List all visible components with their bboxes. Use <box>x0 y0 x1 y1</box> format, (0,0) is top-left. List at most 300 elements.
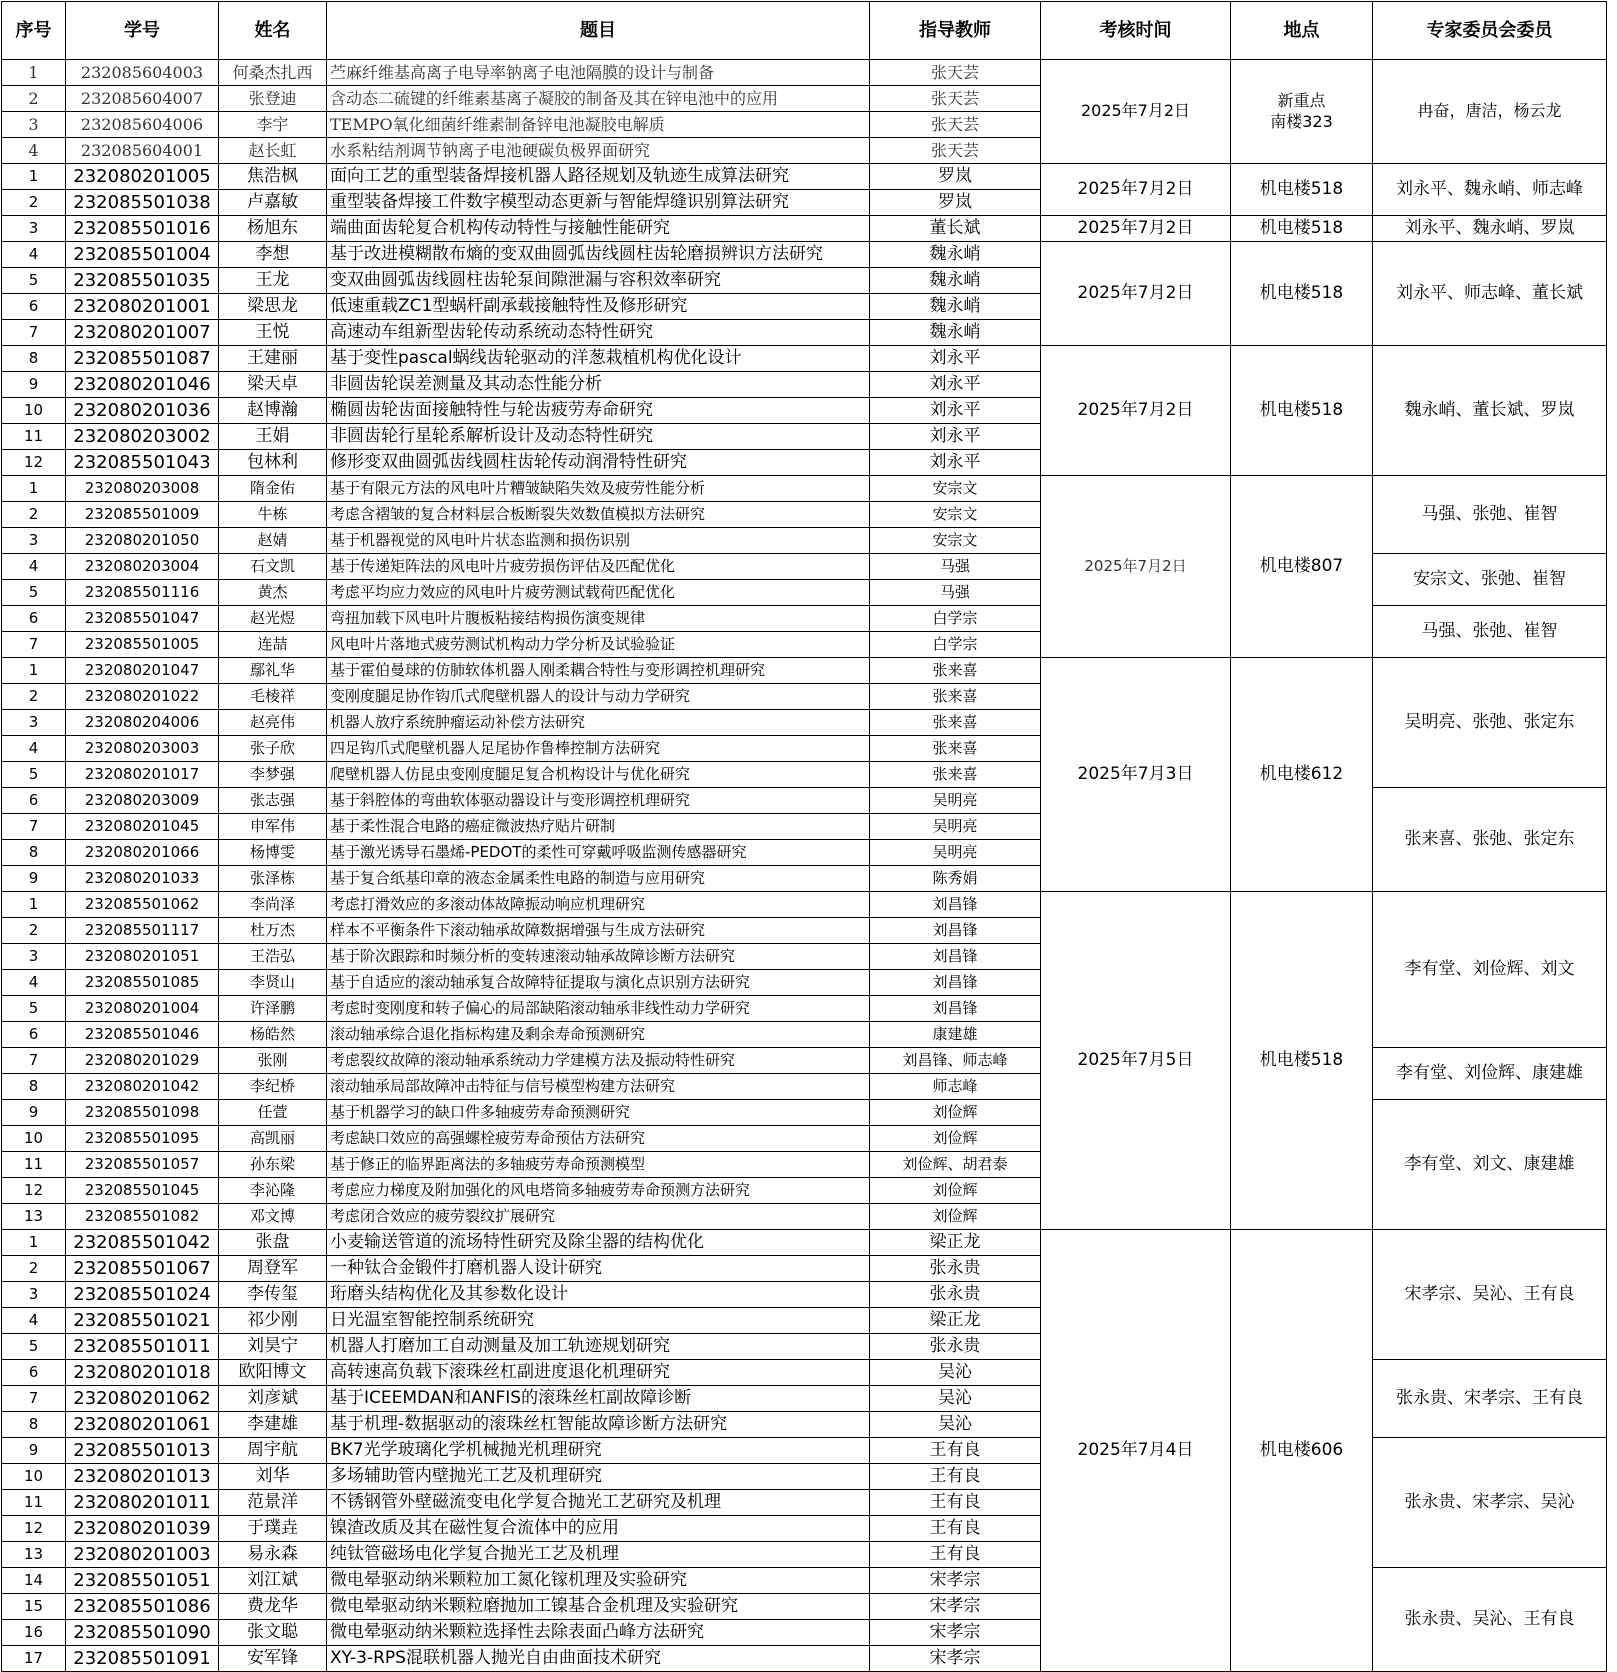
student-name-cell[interactable]: 包林利 <box>219 450 327 476</box>
student-name-cell[interactable]: 张盘 <box>219 1230 327 1256</box>
advisor-cell[interactable]: 马强 <box>870 580 1041 606</box>
thesis-title-cell[interactable]: 纯钛管磁场电化学复合抛光工艺及机理 <box>327 1542 870 1568</box>
thesis-title-cell[interactable]: 基于霍伯曼球的仿肺软体机器人刚柔耦合特性与变形调控机理研究 <box>327 658 870 684</box>
student-name-cell[interactable]: 李传玺 <box>219 1282 327 1308</box>
advisor-cell[interactable]: 刘昌锋、师志峰 <box>870 1048 1041 1074</box>
advisor-cell[interactable]: 吴沁 <box>870 1360 1041 1386</box>
student-name-cell[interactable]: 李纪桥 <box>219 1074 327 1100</box>
student-id-cell[interactable]: 232085501082 <box>66 1204 219 1230</box>
advisor-cell[interactable]: 刘昌锋 <box>870 996 1041 1022</box>
seq-cell[interactable]: 1 <box>2 1230 66 1256</box>
student-id-cell[interactable]: 232080201029 <box>66 1048 219 1074</box>
committee-cell[interactable]: 刘永平、师志峰、董长斌 <box>1373 242 1607 346</box>
advisor-cell[interactable]: 王有良 <box>870 1542 1041 1568</box>
committee-cell[interactable]: 马强、张弛、崔智 <box>1373 476 1607 554</box>
student-name-cell[interactable]: 祁少刚 <box>219 1308 327 1334</box>
student-name-cell[interactable]: 王龙 <box>219 268 327 294</box>
seq-cell[interactable]: 9 <box>2 866 66 892</box>
advisor-cell[interactable]: 安宗文 <box>870 528 1041 554</box>
thesis-title-cell[interactable]: 基于柔性混合电路的癌症微波热疗贴片研制 <box>327 814 870 840</box>
student-id-cell[interactable]: 232085501016 <box>66 216 219 242</box>
student-id-cell[interactable]: 232085501045 <box>66 1178 219 1204</box>
thesis-title-cell[interactable]: 考虑闭合效应的疲劳裂纹扩展研究 <box>327 1204 870 1230</box>
thesis-title-cell[interactable]: XY-3-RPS混联机器人抛光自由曲面技术研究 <box>327 1646 870 1672</box>
student-id-cell[interactable]: 232080201005 <box>66 164 219 190</box>
advisor-cell[interactable]: 董长斌 <box>870 216 1041 242</box>
advisor-cell[interactable]: 刘昌锋 <box>870 970 1041 996</box>
student-id-cell[interactable]: 232085501005 <box>66 632 219 658</box>
student-name-cell[interactable]: 高凯丽 <box>219 1126 327 1152</box>
student-name-cell[interactable]: 刘彦斌 <box>219 1386 327 1412</box>
committee-cell[interactable]: 冉奋，唐洁，杨云龙 <box>1373 60 1607 164</box>
advisor-cell[interactable]: 宋孝宗 <box>870 1594 1041 1620</box>
advisor-cell[interactable]: 刘俭辉 <box>870 1204 1041 1230</box>
student-id-cell[interactable]: 232085501117 <box>66 918 219 944</box>
student-id-cell[interactable]: 232080201061 <box>66 1412 219 1438</box>
committee-cell[interactable]: 刘永平、魏永峭、罗岚 <box>1373 216 1607 242</box>
seq-cell[interactable]: 2 <box>2 918 66 944</box>
thesis-title-cell[interactable]: BK7光学玻璃化学机械抛光机理研究 <box>327 1438 870 1464</box>
thesis-title-cell[interactable]: 日光温室智能控制系统研究 <box>327 1308 870 1334</box>
exam-time-cell[interactable]: 2025年7月2日 <box>1041 164 1231 216</box>
advisor-cell[interactable]: 刘永平 <box>870 372 1041 398</box>
student-id-cell[interactable]: 232080201001 <box>66 294 219 320</box>
exam-time-cell[interactable]: 2025年7月5日 <box>1041 892 1231 1230</box>
student-id-cell[interactable]: 232080203008 <box>66 476 219 502</box>
student-id-cell[interactable]: 232080201042 <box>66 1074 219 1100</box>
seq-cell[interactable]: 7 <box>2 1386 66 1412</box>
seq-cell[interactable]: 3 <box>2 216 66 242</box>
location-cell[interactable]: 机电楼518 <box>1231 892 1373 1230</box>
student-name-cell[interactable]: 卢嘉敏 <box>219 190 327 216</box>
thesis-title-cell[interactable]: 四足钩爪式爬壁机器人足尾协作鲁棒控制方法研究 <box>327 736 870 762</box>
thesis-title-cell[interactable]: 高速动车组新型齿轮传动系统动态特性研究 <box>327 320 870 346</box>
student-id-cell[interactable]: 232085501087 <box>66 346 219 372</box>
student-id-cell[interactable]: 232080201007 <box>66 320 219 346</box>
advisor-cell[interactable]: 白学宗 <box>870 632 1041 658</box>
seq-cell[interactable]: 4 <box>2 138 66 164</box>
student-name-cell[interactable]: 王建丽 <box>219 346 327 372</box>
student-id-cell[interactable]: 232080201066 <box>66 840 219 866</box>
student-name-cell[interactable]: 李想 <box>219 242 327 268</box>
advisor-cell[interactable]: 张来喜 <box>870 762 1041 788</box>
advisor-cell[interactable]: 张永贵 <box>870 1282 1041 1308</box>
advisor-cell[interactable]: 吴沁 <box>870 1386 1041 1412</box>
student-id-cell[interactable]: 232085501046 <box>66 1022 219 1048</box>
thesis-title-cell[interactable]: 基于变性pascal蜗线齿轮驱动的洋葱栽植机构优化设计 <box>327 346 870 372</box>
committee-cell[interactable]: 魏永峭、董长斌、罗岚 <box>1373 346 1607 476</box>
thesis-title-cell[interactable]: 水系粘结剂调节钠离子电池硬碳负极界面研究 <box>327 138 870 164</box>
seq-cell[interactable]: 7 <box>2 320 66 346</box>
student-id-cell[interactable]: 232085604001 <box>66 138 219 164</box>
student-name-cell[interactable]: 张志强 <box>219 788 327 814</box>
student-id-cell[interactable]: 232085501043 <box>66 450 219 476</box>
student-name-cell[interactable]: 王娟 <box>219 424 327 450</box>
student-name-cell[interactable]: 邓文博 <box>219 1204 327 1230</box>
seq-cell[interactable]: 9 <box>2 372 66 398</box>
thesis-title-cell[interactable]: 微电晕驱动纳米颗粒加工氮化镓机理及实验研究 <box>327 1568 870 1594</box>
exam-time-cell[interactable]: 2025年7月2日 <box>1041 216 1231 242</box>
committee-cell[interactable]: 刘永平、魏永峭、师志峰 <box>1373 164 1607 216</box>
student-name-cell[interactable]: 梁天卓 <box>219 372 327 398</box>
thesis-title-cell[interactable]: 滚动轴承综合退化指标构建及剩余寿命预测研究 <box>327 1022 870 1048</box>
seq-cell[interactable]: 8 <box>2 1074 66 1100</box>
thesis-title-cell[interactable]: 微电晕驱动纳米颗粒选择性去除表面凸峰方法研究 <box>327 1620 870 1646</box>
thesis-title-cell[interactable]: 重型装备焊接工件数字模型动态更新与智能焊缝识别算法研究 <box>327 190 870 216</box>
seq-cell[interactable]: 9 <box>2 1438 66 1464</box>
seq-cell[interactable]: 7 <box>2 632 66 658</box>
location-cell[interactable]: 机电楼518 <box>1231 164 1373 216</box>
advisor-cell[interactable]: 王有良 <box>870 1464 1041 1490</box>
student-id-cell[interactable]: 232085501024 <box>66 1282 219 1308</box>
seq-cell[interactable]: 15 <box>2 1594 66 1620</box>
student-id-cell[interactable]: 232085501042 <box>66 1230 219 1256</box>
committee-cell[interactable]: 李有堂、刘文、康建雄 <box>1373 1100 1607 1230</box>
seq-cell[interactable]: 12 <box>2 450 66 476</box>
advisor-cell[interactable]: 刘昌锋 <box>870 892 1041 918</box>
student-id-cell[interactable]: 232080201050 <box>66 528 219 554</box>
header-title[interactable]: 题目 <box>327 2 870 60</box>
student-id-cell[interactable]: 232085501067 <box>66 1256 219 1282</box>
seq-cell[interactable]: 4 <box>2 1308 66 1334</box>
thesis-title-cell[interactable]: 面向工艺的重型装备焊接机器人路径规划及轨迹生成算法研究 <box>327 164 870 190</box>
student-id-cell[interactable]: 232085501021 <box>66 1308 219 1334</box>
seq-cell[interactable]: 4 <box>2 242 66 268</box>
advisor-cell[interactable]: 梁正龙 <box>870 1230 1041 1256</box>
thesis-title-cell[interactable]: 苎麻纤维基高离子电导率钠离子电池隔膜的设计与制备 <box>327 60 870 86</box>
student-name-cell[interactable]: 张登迪 <box>219 86 327 112</box>
advisor-cell[interactable]: 安宗文 <box>870 476 1041 502</box>
student-name-cell[interactable]: 何桑杰扎西 <box>219 60 327 86</box>
thesis-title-cell[interactable]: 机器人放疗系统肿瘤运动补偿方法研究 <box>327 710 870 736</box>
seq-cell[interactable]: 10 <box>2 1126 66 1152</box>
advisor-cell[interactable]: 吴明亮 <box>870 814 1041 840</box>
advisor-cell[interactable]: 王有良 <box>870 1490 1041 1516</box>
seq-cell[interactable]: 13 <box>2 1204 66 1230</box>
student-name-cell[interactable]: 黄杰 <box>219 580 327 606</box>
seq-cell[interactable]: 9 <box>2 1100 66 1126</box>
student-id-cell[interactable]: 232085501004 <box>66 242 219 268</box>
student-name-cell[interactable]: 李宇 <box>219 112 327 138</box>
student-name-cell[interactable]: 欧阳博文 <box>219 1360 327 1386</box>
student-name-cell[interactable]: 赵婧 <box>219 528 327 554</box>
seq-cell[interactable]: 3 <box>2 528 66 554</box>
advisor-cell[interactable]: 罗岚 <box>870 164 1041 190</box>
advisor-cell[interactable]: 魏永峭 <box>870 294 1041 320</box>
advisor-cell[interactable]: 刘永平 <box>870 424 1041 450</box>
seq-cell[interactable]: 3 <box>2 710 66 736</box>
student-id-cell[interactable]: 232080201022 <box>66 684 219 710</box>
thesis-title-cell[interactable]: 基于斜腔体的弯曲软体驱动器设计与变形调控机理研究 <box>327 788 870 814</box>
thesis-title-cell[interactable]: 基于有限元方法的风电叶片糟皱缺陷失效及疲劳性能分析 <box>327 476 870 502</box>
location-cell[interactable]: 机电楼518 <box>1231 346 1373 476</box>
student-name-cell[interactable]: 张子欣 <box>219 736 327 762</box>
student-name-cell[interactable]: 李贤山 <box>219 970 327 996</box>
advisor-cell[interactable]: 安宗文 <box>870 502 1041 528</box>
student-name-cell[interactable]: 隋金佑 <box>219 476 327 502</box>
seq-cell[interactable]: 8 <box>2 840 66 866</box>
seq-cell[interactable]: 2 <box>2 684 66 710</box>
student-name-cell[interactable]: 毛棱祥 <box>219 684 327 710</box>
seq-cell[interactable]: 2 <box>2 1256 66 1282</box>
thesis-title-cell[interactable]: 非圆齿轮行星轮系解析设计及动态特性研究 <box>327 424 870 450</box>
student-name-cell[interactable]: 易永森 <box>219 1542 327 1568</box>
thesis-title-cell[interactable]: 考虑打滑效应的多滚动体故障振动响应机理研究 <box>327 892 870 918</box>
student-name-cell[interactable]: 张文聪 <box>219 1620 327 1646</box>
student-name-cell[interactable]: 王浩弘 <box>219 944 327 970</box>
thesis-title-cell[interactable]: 考虑应力梯度及附加强化的风电塔筒多轴疲劳寿命预测方法研究 <box>327 1178 870 1204</box>
exam-time-cell[interactable]: 2025年7月3日 <box>1041 658 1231 892</box>
thesis-title-cell[interactable]: 低速重载ZC1型蜗杆副承载接触特性及修形研究 <box>327 294 870 320</box>
seq-cell[interactable]: 2 <box>2 190 66 216</box>
thesis-title-cell[interactable]: 样本不平衡条件下滚动轴承故障数据增强与生成方法研究 <box>327 918 870 944</box>
location-cell[interactable]: 机电楼518 <box>1231 242 1373 346</box>
seq-cell[interactable]: 11 <box>2 1490 66 1516</box>
committee-cell[interactable]: 张来喜、张弛、张定东 <box>1373 788 1607 892</box>
student-name-cell[interactable]: 李梦强 <box>219 762 327 788</box>
seq-cell[interactable]: 4 <box>2 970 66 996</box>
advisor-cell[interactable]: 宋孝宗 <box>870 1568 1041 1594</box>
seq-cell[interactable]: 16 <box>2 1620 66 1646</box>
advisor-cell[interactable]: 王有良 <box>870 1516 1041 1542</box>
student-name-cell[interactable]: 梁思龙 <box>219 294 327 320</box>
student-name-cell[interactable]: 刘华 <box>219 1464 327 1490</box>
seq-cell[interactable]: 1 <box>2 476 66 502</box>
exam-time-cell[interactable]: 2025年7月2日 <box>1041 242 1231 346</box>
thesis-title-cell[interactable]: 考虑含褶皱的复合材料层合板断裂失效数值模拟方法研究 <box>327 502 870 528</box>
location-cell[interactable]: 机电楼518 <box>1231 216 1373 242</box>
advisor-cell[interactable]: 张永贵 <box>870 1256 1041 1282</box>
student-id-cell[interactable]: 232085501057 <box>66 1152 219 1178</box>
seq-cell[interactable]: 5 <box>2 580 66 606</box>
thesis-title-cell[interactable]: 一种钛合金锻件打磨机器人设计研究 <box>327 1256 870 1282</box>
seq-cell[interactable]: 6 <box>2 606 66 632</box>
thesis-title-cell[interactable]: 机器人打磨加工自动测量及加工轨迹规划研究 <box>327 1334 870 1360</box>
advisor-cell[interactable]: 魏永峭 <box>870 320 1041 346</box>
student-id-cell[interactable]: 232080201062 <box>66 1386 219 1412</box>
student-name-cell[interactable]: 周登军 <box>219 1256 327 1282</box>
student-id-cell[interactable]: 232085501011 <box>66 1334 219 1360</box>
advisor-cell[interactable]: 张天芸 <box>870 138 1041 164</box>
student-id-cell[interactable]: 232080203002 <box>66 424 219 450</box>
seq-cell[interactable]: 3 <box>2 112 66 138</box>
seq-cell[interactable]: 6 <box>2 788 66 814</box>
student-id-cell[interactable]: 232085501035 <box>66 268 219 294</box>
advisor-cell[interactable]: 马强 <box>870 554 1041 580</box>
student-id-cell[interactable]: 232080203004 <box>66 554 219 580</box>
seq-cell[interactable]: 4 <box>2 736 66 762</box>
advisor-cell[interactable]: 罗岚 <box>870 190 1041 216</box>
student-name-cell[interactable]: 赵长虹 <box>219 138 327 164</box>
student-name-cell[interactable]: 刘昊宁 <box>219 1334 327 1360</box>
advisor-cell[interactable]: 刘俭辉 <box>870 1126 1041 1152</box>
student-name-cell[interactable]: 石文凯 <box>219 554 327 580</box>
advisor-cell[interactable]: 刘昌锋 <box>870 944 1041 970</box>
seq-cell[interactable]: 1 <box>2 60 66 86</box>
student-name-cell[interactable]: 赵光煜 <box>219 606 327 632</box>
student-name-cell[interactable]: 杨博雯 <box>219 840 327 866</box>
student-name-cell[interactable]: 赵博瀚 <box>219 398 327 424</box>
student-name-cell[interactable]: 费龙华 <box>219 1594 327 1620</box>
advisor-cell[interactable]: 王有良 <box>870 1438 1041 1464</box>
advisor-cell[interactable]: 张来喜 <box>870 710 1041 736</box>
thesis-title-cell[interactable]: 考虑平均应力效应的风电叶片疲劳测试载荷匹配优化 <box>327 580 870 606</box>
student-id-cell[interactable]: 232080201051 <box>66 944 219 970</box>
thesis-title-cell[interactable]: TEMPO氧化细菌纤维素制备锌电池凝胶电解质 <box>327 112 870 138</box>
student-id-cell[interactable]: 232085501091 <box>66 1646 219 1672</box>
header-student-id[interactable]: 学号 <box>66 2 219 60</box>
student-name-cell[interactable]: 于璞垚 <box>219 1516 327 1542</box>
thesis-title-cell[interactable]: 滚动轴承局部故障冲击特征与信号模型构建方法研究 <box>327 1074 870 1100</box>
student-name-cell[interactable]: 焦浩枫 <box>219 164 327 190</box>
student-name-cell[interactable]: 安军锋 <box>219 1646 327 1672</box>
advisor-cell[interactable]: 张天芸 <box>870 112 1041 138</box>
thesis-title-cell[interactable]: 考虑裂纹故障的滚动轴承系统动力学建模方法及振动特性研究 <box>327 1048 870 1074</box>
seq-cell[interactable]: 13 <box>2 1542 66 1568</box>
seq-cell[interactable]: 2 <box>2 86 66 112</box>
student-id-cell[interactable]: 232080201033 <box>66 866 219 892</box>
header-name[interactable]: 姓名 <box>219 2 327 60</box>
thesis-title-cell[interactable]: 基于自适应的滚动轴承复合故障特征提取与演化点识别方法研究 <box>327 970 870 996</box>
student-id-cell[interactable]: 232080203003 <box>66 736 219 762</box>
advisor-cell[interactable]: 张来喜 <box>870 736 1041 762</box>
seq-cell[interactable]: 4 <box>2 554 66 580</box>
seq-cell[interactable]: 5 <box>2 268 66 294</box>
thesis-title-cell[interactable]: 基于阶次跟踪和时频分析的变转速滚动轴承故障诊断方法研究 <box>327 944 870 970</box>
advisor-cell[interactable]: 宋孝宗 <box>870 1620 1041 1646</box>
student-id-cell[interactable]: 232085501051 <box>66 1568 219 1594</box>
seq-cell[interactable]: 7 <box>2 1048 66 1074</box>
advisor-cell[interactable]: 刘永平 <box>870 346 1041 372</box>
advisor-cell[interactable]: 张来喜 <box>870 684 1041 710</box>
student-name-cell[interactable]: 王悦 <box>219 320 327 346</box>
thesis-title-cell[interactable]: 基于ICEEMDAN和ANFIS的滚珠丝杠副故障诊断 <box>327 1386 870 1412</box>
seq-cell[interactable]: 2 <box>2 502 66 528</box>
student-name-cell[interactable]: 申军伟 <box>219 814 327 840</box>
advisor-cell[interactable]: 吴沁 <box>870 1412 1041 1438</box>
student-name-cell[interactable]: 赵亮伟 <box>219 710 327 736</box>
advisor-cell[interactable]: 张天芸 <box>870 86 1041 112</box>
committee-cell[interactable]: 张永贵、宋孝宗、吴沁 <box>1373 1438 1607 1568</box>
thesis-title-cell[interactable]: 高转速高负载下滚珠丝杠副进度退化机理研究 <box>327 1360 870 1386</box>
seq-cell[interactable]: 6 <box>2 1022 66 1048</box>
thesis-title-cell[interactable]: 考虑缺口效应的高强螺栓疲劳寿命预估方法研究 <box>327 1126 870 1152</box>
student-id-cell[interactable]: 232085501116 <box>66 580 219 606</box>
thesis-title-cell[interactable]: 微电晕驱动纳米颗粒磨抛加工镍基合金机理及实验研究 <box>327 1594 870 1620</box>
student-id-cell[interactable]: 232080201047 <box>66 658 219 684</box>
advisor-cell[interactable]: 刘永平 <box>870 398 1041 424</box>
thesis-title-cell[interactable]: 小麦输送管道的流场特性研究及除尘器的结构优化 <box>327 1230 870 1256</box>
seq-cell[interactable]: 3 <box>2 944 66 970</box>
header-location[interactable]: 地点 <box>1231 2 1373 60</box>
student-id-cell[interactable]: 232085501095 <box>66 1126 219 1152</box>
committee-cell[interactable]: 宋孝宗、吴沁、王有良 <box>1373 1230 1607 1360</box>
student-name-cell[interactable]: 杜万杰 <box>219 918 327 944</box>
seq-cell[interactable]: 14 <box>2 1568 66 1594</box>
seq-cell[interactable]: 5 <box>2 762 66 788</box>
thesis-title-cell[interactable]: 基于修正的临界距离法的多轴疲劳寿命预测模型 <box>327 1152 870 1178</box>
committee-cell[interactable]: 马强、张弛、崔智 <box>1373 606 1607 658</box>
thesis-title-cell[interactable]: 基于机器视觉的风电叶片状态监测和损伤识别 <box>327 528 870 554</box>
thesis-title-cell[interactable]: 珩磨头结构优化及其参数化设计 <box>327 1282 870 1308</box>
student-name-cell[interactable]: 周宇航 <box>219 1438 327 1464</box>
seq-cell[interactable]: 10 <box>2 398 66 424</box>
thesis-title-cell[interactable]: 基于机理-数据驱动的滚珠丝杠智能故障诊断方法研究 <box>327 1412 870 1438</box>
advisor-cell[interactable]: 刘永平 <box>870 450 1041 476</box>
advisor-cell[interactable]: 吴明亮 <box>870 788 1041 814</box>
student-id-cell[interactable]: 232085501013 <box>66 1438 219 1464</box>
seq-cell[interactable]: 10 <box>2 1464 66 1490</box>
student-id-cell[interactable]: 232080201039 <box>66 1516 219 1542</box>
student-name-cell[interactable]: 李沁隆 <box>219 1178 327 1204</box>
seq-cell[interactable]: 1 <box>2 164 66 190</box>
student-id-cell[interactable]: 232085604006 <box>66 112 219 138</box>
advisor-cell[interactable]: 师志峰 <box>870 1074 1041 1100</box>
committee-cell[interactable]: 安宗文、张弛、崔智 <box>1373 554 1607 606</box>
student-id-cell[interactable]: 232080204006 <box>66 710 219 736</box>
student-id-cell[interactable]: 232080201036 <box>66 398 219 424</box>
seq-cell[interactable]: 17 <box>2 1646 66 1672</box>
advisor-cell[interactable]: 张天芸 <box>870 60 1041 86</box>
thesis-title-cell[interactable]: 基于机器学习的缺口件多轴疲劳寿命预测研究 <box>327 1100 870 1126</box>
student-id-cell[interactable]: 232085501038 <box>66 190 219 216</box>
seq-cell[interactable]: 5 <box>2 1334 66 1360</box>
advisor-cell[interactable]: 张永贵 <box>870 1334 1041 1360</box>
student-name-cell[interactable]: 杨旭东 <box>219 216 327 242</box>
thesis-title-cell[interactable]: 爬壁机器人仿昆虫变刚度腿足复合机构设计与优化研究 <box>327 762 870 788</box>
location-cell[interactable]: 新重点 南楼323 <box>1231 60 1373 164</box>
location-cell[interactable]: 机电楼606 <box>1231 1230 1373 1672</box>
advisor-cell[interactable]: 刘俭辉 <box>870 1100 1041 1126</box>
student-name-cell[interactable]: 张泽栋 <box>219 866 327 892</box>
header-committee[interactable]: 专家委员会委员 <box>1373 2 1607 60</box>
seq-cell[interactable]: 1 <box>2 892 66 918</box>
student-id-cell[interactable]: 232085501062 <box>66 892 219 918</box>
seq-cell[interactable]: 7 <box>2 814 66 840</box>
thesis-title-cell[interactable]: 非圆齿轮误差测量及其动态性能分析 <box>327 372 870 398</box>
committee-cell[interactable]: 张永贵、宋孝宗、王有良 <box>1373 1360 1607 1438</box>
seq-cell[interactable]: 5 <box>2 996 66 1022</box>
thesis-title-cell[interactable]: 椭圆齿轮齿面接触特性与轮齿疲劳寿命研究 <box>327 398 870 424</box>
student-id-cell[interactable]: 232080201004 <box>66 996 219 1022</box>
advisor-cell[interactable]: 张来喜 <box>870 658 1041 684</box>
seq-cell[interactable]: 12 <box>2 1178 66 1204</box>
thesis-title-cell[interactable]: 风电叶片落地式疲劳测试机构动力学分析及试验验证 <box>327 632 870 658</box>
seq-cell[interactable]: 8 <box>2 346 66 372</box>
student-name-cell[interactable]: 鄢礼华 <box>219 658 327 684</box>
thesis-title-cell[interactable]: 基于传递矩阵法的风电叶片疲劳损伤评估及匹配优化 <box>327 554 870 580</box>
advisor-cell[interactable]: 陈秀娟 <box>870 866 1041 892</box>
committee-cell[interactable]: 张永贵、吴沁、王有良 <box>1373 1568 1607 1672</box>
student-name-cell[interactable]: 杨皓然 <box>219 1022 327 1048</box>
thesis-title-cell[interactable]: 基于改进模糊散布熵的变双曲圆弧齿线圆柱齿轮磨损辨识方法研究 <box>327 242 870 268</box>
thesis-title-cell[interactable]: 端曲面齿轮复合机构传动特性与接触性能研究 <box>327 216 870 242</box>
thesis-title-cell[interactable]: 弯扭加载下风电叶片腹板粘接结构损伤演变规律 <box>327 606 870 632</box>
seq-cell[interactable]: 11 <box>2 1152 66 1178</box>
student-name-cell[interactable]: 许泽鹏 <box>219 996 327 1022</box>
advisor-cell[interactable]: 白学宗 <box>870 606 1041 632</box>
thesis-title-cell[interactable]: 不锈钢管外壁磁流变电化学复合抛光工艺研究及机理 <box>327 1490 870 1516</box>
committee-cell[interactable]: 李有堂、刘俭辉、刘文 <box>1373 892 1607 1048</box>
advisor-cell[interactable]: 刘俭辉、胡君泰 <box>870 1152 1041 1178</box>
student-id-cell[interactable]: 232085604007 <box>66 86 219 112</box>
committee-cell[interactable]: 李有堂、刘俭辉、康建雄 <box>1373 1048 1607 1100</box>
exam-time-cell[interactable]: 2025年7月2日 <box>1041 476 1231 658</box>
thesis-title-cell[interactable]: 多场辅助管内壁抛光工艺及机理研究 <box>327 1464 870 1490</box>
student-id-cell[interactable]: 232085501009 <box>66 502 219 528</box>
student-name-cell[interactable]: 张刚 <box>219 1048 327 1074</box>
student-id-cell[interactable]: 232085501098 <box>66 1100 219 1126</box>
